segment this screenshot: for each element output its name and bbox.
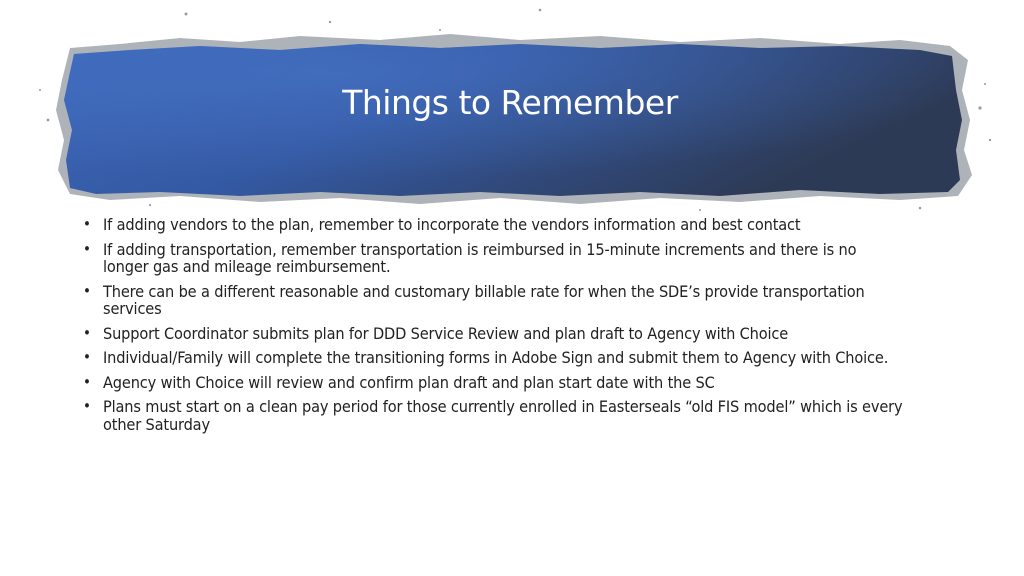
list-item — [83, 283, 903, 318]
bullet-text: Support Coordinator submits plan for DDD Service Review and plan draft to Agency with Choice — [103, 323, 789, 343]
bullet-text: Agency with Choice will review and confirm plan draft and plan start date with the SC — [103, 372, 715, 392]
bullet-text: Individual/Family will complete the transitioning forms in Adobe Sign and submit them to Agency with Choice. — [103, 348, 889, 367]
bullet-icon: • — [83, 372, 91, 391]
bullet-text: If adding vendors to the plan, remember to incorporate the vendors information and best contact — [103, 215, 801, 234]
bullet-text: Plans must start on a clean pay period for those currently enrolled in Easterseals “old FIS model” which is every other Saturday — [103, 397, 903, 434]
list-item — [83, 398, 903, 433]
bullet-text: There can be a different reasonable and customary billable rate for when the SDE’s provide transportation services — [103, 281, 865, 318]
bullet-list — [83, 216, 903, 440]
bullet-text: If adding transportation, remember transportation is reimbursed in 15-minute increments and there is no longer gas and mileage reimbursement. — [103, 239, 857, 276]
bullet-icon: • — [83, 397, 91, 415]
slide-title: Things to Remember — [342, 83, 678, 122]
list-item — [83, 216, 903, 234]
list-item — [83, 325, 903, 343]
list-item — [83, 241, 903, 276]
list-item — [83, 374, 903, 392]
bullet-icon: • — [83, 239, 91, 258]
list-item — [83, 349, 903, 367]
bullet-icon: • — [83, 215, 91, 233]
bullet-icon: • — [83, 348, 91, 366]
bullet-icon: • — [83, 281, 91, 300]
bullet-icon: • — [83, 323, 91, 342]
